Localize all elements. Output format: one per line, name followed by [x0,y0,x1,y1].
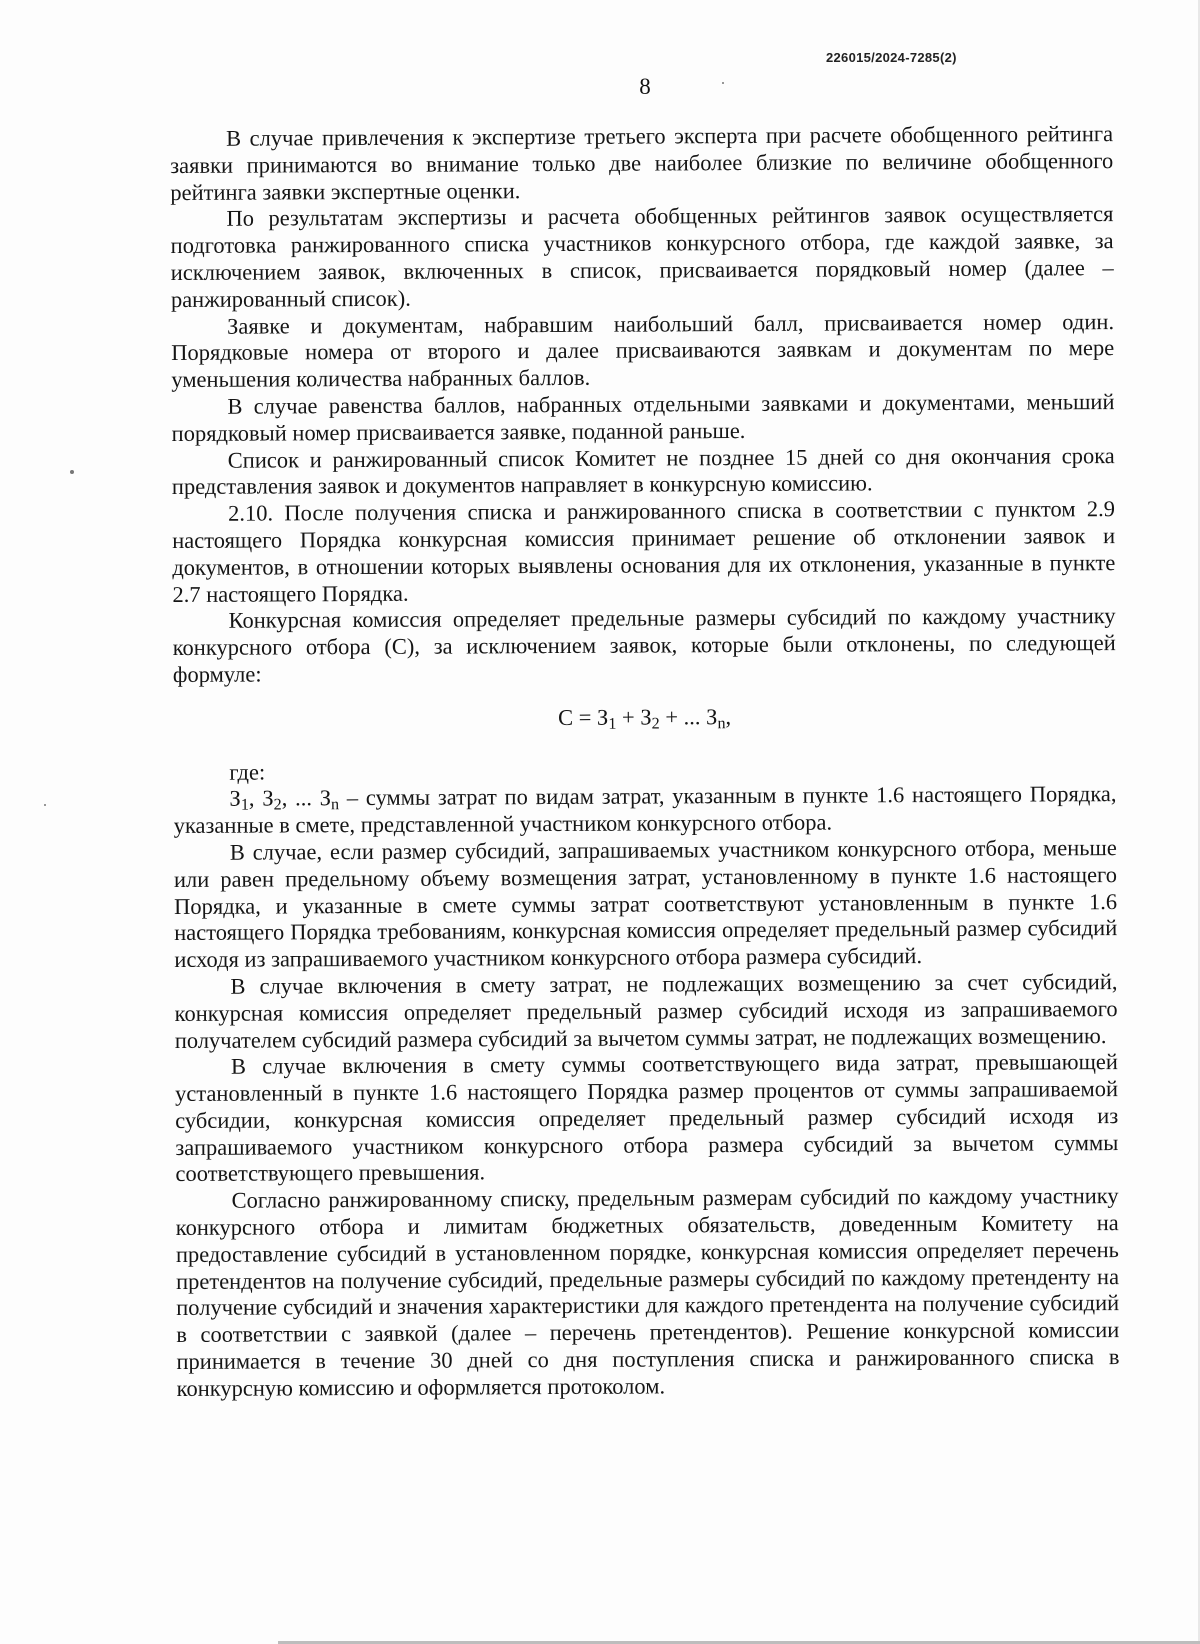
var-subscript: 1 [240,795,249,815]
formula-subscript: 1 [608,714,617,733]
where-label: где: [229,759,266,785]
paragraph: В случае привлечения к экспертизе третьего эксперта при расчете обобщенного рейтинга заявки принимаются во внимание только две наиболее близкие по величине обобщенного рейтинга заявки экспертные оценки. [170,121,1114,205]
formula-subscript: 2 [651,714,660,733]
paragraph: В случае равенства баллов, набранных отдельными заявками и документами, меньший порядковый номер присваивается заявке, поданной раньше. [171,389,1115,446]
paragraph: Список и ранжированный список Комитет не позднее 15 дней со дня окончания срока представления заявок и документов направляет в конкурсную комиссию. [171,442,1115,500]
var-part: З [229,785,241,812]
scan-speck [722,82,724,84]
formula-part: С = З [558,704,609,730]
var-part: , ... З [281,785,332,811]
formula-part: , [725,703,732,729]
document-registration-number: 226015/2024-7285(2) [826,50,957,65]
formula-part: + ... З [659,703,718,730]
paragraph: В случае, если размер субсидий, запрашиваемых участником конкурсного отбора, меньше или равен предельному объему возмещения затрат, установленному в пункте 1.6 настоящего Порядка, и указанные в смете суммы затрат соответствуют установленным в пункте 1.6 настоящего Порядка требованиям, конкурсная комиссия определяет предельный размер субсидий исходя из запрашиваемого участником конкурсного отбора размера субсидий. [173,834,1118,973]
formula-part: + З [616,704,652,730]
var-part: , З [248,785,274,811]
variables-definition [173,781,1116,840]
scan-speck [44,804,46,806]
paragraph: По результатам экспертизы и расчета обобщенных рейтингов заявок осуществляется подготовка ранжированного списка участников конкурсного отбора, где каждой заявке, за исключением заявок, включенных в список, присваивается порядковый номер (далее – ранжированный список). [170,201,1114,312]
paragraph: Заявке и документам, набравшим наибольший балл, присваивается номер один. Порядковые номера от второго и далее присваиваются заявкам и документам по мере уменьшения количества набранных баллов. [171,308,1115,393]
document-body [170,121,1120,1403]
formula-subscript: n [717,713,726,732]
scan-speck [70,470,74,474]
paragraph: 2.10. После получения списка и ранжированного списка в соответствии с пунктом 2.9 настоящего Порядка конкурсная комиссия принимает решение об отклонении заявок и документов, в отношении которых выявлены основания для их отклонения, указанные в пункте 2.7 настоящего Порядка. [172,496,1116,607]
subsidy-formula [173,702,1116,734]
paragraph: В случае включения в смету суммы соответствующего вида затрат, превышающей установленный в пункте 1.6 настоящего Порядка размер процентов от суммы запрашиваемой субсидии, конкурсная комиссия определяет предельный размер субсидий исходя из запрашиваемого участником конкурсного отбора размера субсидий за вычетом суммы соответствующего превышения. [175,1049,1119,1187]
page-number: 8 [639,74,651,99]
var-subscript: n [330,795,340,814]
paragraph: В случае включения в смету затрат, не подлежащих возмещению за счет субсидий, конкурсная комиссия определяет предельный размер субсидий исходя из запрашиваемого получателем субсидий размера субсидий за вычетом суммы затрат, не подлежащих возмещению. [174,968,1118,1053]
paragraph: Согласно ранжированному списку, предельным размерам субсидий по каждому участнику конкурсного отбора и лимитам бюджетных обязательств, доведенным Комитету на предоставление субсидий в установленном порядке, конкурсная комиссия определяет перечень претендентов на получение субсидий, предельные размеры субсидий по каждому претенденту на получение субсидий и значения характеристики для каждого претендента на получение субсидий в соответствии с заявкой (далее – перечень претендентов). Решение конкурсной комиссии принимается в течение 30 дней со дня поступления списка и ранжированного списка в конкурсную комиссию и оформляется протоколом. [175,1183,1120,1401]
var-part: – суммы затрат по видам затрат, указанным в пункте 1.6 настоящего Порядка, указанные в смете, представленной участником конкурсного отбора. [173,781,1117,839]
var-subscript: 2 [273,795,282,814]
paragraph: Конкурсная комиссия определяет предельные размеры субсидий по каждому участнику конкурсного отбора (С), за исключением заявок, которые были отклонены, по следующей формуле: [172,603,1116,687]
